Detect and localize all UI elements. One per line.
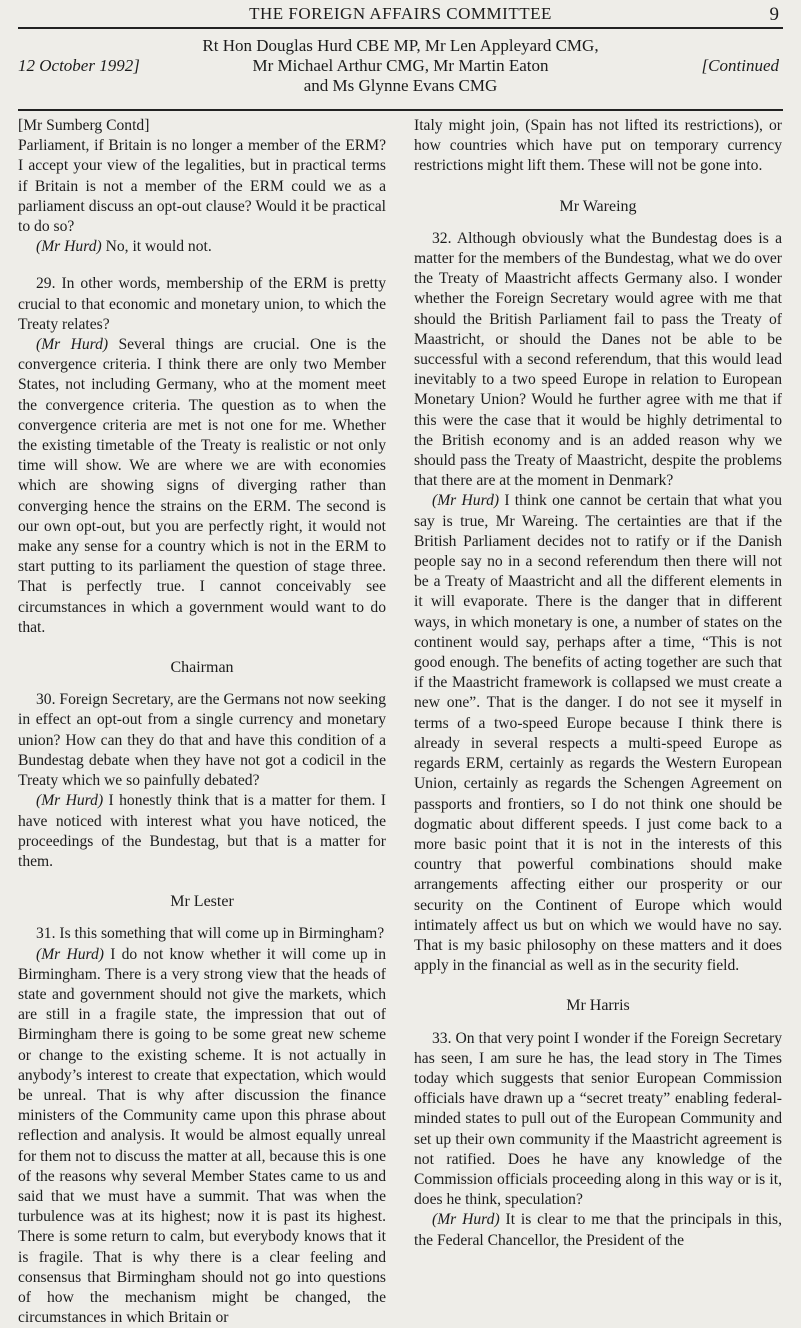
right-column xyxy=(414,116,782,1251)
question-paragraph: Parliament, if Britain is no longer a member of the ERM? I accept your view of the legalities, but in practical terms if Britain is not a member of the ERM could we as a parliament discuss an opt-out clause? Would it be practical to do so? xyxy=(18,137,386,236)
speaker-continued: [Mr Sumberg Contd] xyxy=(18,117,150,134)
speaker-heading-harris: Mr Harris xyxy=(566,997,630,1015)
answer-speaker: (Mr Hurd) xyxy=(36,336,109,354)
answer-text: I honestly think that is a matter for them. I have noticed with interest what you have noticed, the proceedings of the Bundestag, but that is a matter for them. xyxy=(18,792,386,870)
answer-31 xyxy=(18,945,386,1328)
witness-line-2: Mr Michael Arthur CMG, Mr Martin Eaton xyxy=(252,56,549,75)
speaker-heading-wareing: Mr Wareing xyxy=(559,197,637,215)
answer-text: No, it would not. xyxy=(105,238,212,256)
answer-text: I think one cannot be certain that what you say is true, Mr Wareing. The certainties are that if the British Parliament decides not to ratify or if the Danish people say no in a second referendum then there will not be a Treaty of Maastricht and all the different elements in it will evaporate. There is the danger that in different ways, in which monetary is one, a number of states on the continent would say, perhaps after a time, “This is not good enough. The benefits of acting together are such that if the Maastricht framework is collapsed we must create a new one”. That is the danger. I do not see it myself in terms of a two-speed Europe because I think there is already in several respects a multi-speed Europe as regards ERM, certainly as regards the Western European Union, certainly as regards the Schengen Agreement on passports and frontiers, so I do not think one should be dogmatic about different speeds. I just come back to a more basic point that it is not in the interests of this country that powerful combinations should make arrangements affecting either our prosperity or our security on the Continent of Europe which would intimately affect us but on which we would have no say. That is my basic philosophy on these matters and it does apply in the financial as well as in the security field. xyxy=(414,492,782,975)
header-rule-bottom xyxy=(18,109,783,111)
witness-line-1: Rt Hon Douglas Hurd CBE MP, Mr Len Appleyard CMG, xyxy=(202,36,599,55)
answer-paragraph xyxy=(18,237,386,257)
continued-paragraph: Italy might join, (Spain has not lifted its restrictions), or how countries which have put on temporary currency restrictions might lift them. These will not be gone into. xyxy=(414,117,782,175)
answer-text: I do not know whether it will come up in Birmingham. There is a very strong view that the heads of state and government should not give the markets, which are still in a fragile state, the impression that out of Birmingham there is going to be some great new scheme or change to the existing scheme. It is not actually in anybody’s interest to create that expectation, which would be unreal. That is why after discussion the finance ministers of the Community came upon this phrase about reflection and analysis. It would be almost equally unreal for them not to discuss the matter at all, because this is one of the reasons why several Member States came to us and said that we must have a summit. That was when the turbulence was at its highest; now it is past its highest. There is some return to calm, but everybody knows that it is fragile. That is why there is a clear feeling and consensus that Birmingham should not go into questions of how the mechanism might be changed, the circumstances in which Britain or xyxy=(18,945,387,1327)
speaker-heading-lester: Mr Lester xyxy=(170,893,234,911)
answer-33 xyxy=(414,1210,782,1250)
question-31: 31. Is this something that will come up in Birmingham? xyxy=(36,925,385,943)
answer-text: It is clear to me that the principals in this, the Federal Chancellor, the President of the xyxy=(414,1211,783,1249)
answer-30 xyxy=(18,791,386,872)
speaker-heading-chairman: Chairman xyxy=(170,659,234,677)
answer-speaker: (Mr Hurd) xyxy=(36,238,102,256)
question-33: 33. On that very point I wonder if the Foreign Secretary has seen, I am sure he has, the lead story in The Times today which suggests that senior European Commission officials have drawn up a “secret treaty” enabling federal-minded states to pull out of the European Community and set up their own community if the Maastricht agreement is not ratified. Does he have any knowledge of the Commission officials proceeding along in this way or is it, does he think, speculation? xyxy=(414,1029,782,1209)
page-number: 9 xyxy=(769,4,779,25)
header-rule-top xyxy=(18,27,783,29)
answer-speaker: (Mr Hurd) xyxy=(432,492,500,510)
answer-text: Several things are crucial. One is the convergence criteria. I think there are only two Member States, not including Germany, who at the moment meet the convergence criteria. The question as to when the convergence criteria are met is not one for me. Whether the existing timetable of the Treaty is realistic or not only time will show. We are where we are with economies which are showing signs of diverging rather than converging hence the strains on the ERM. The second is our own opt-out, but you are perfectly right, it would not make any sense for a country which is not in the ERM to start putting to its parliament the question of stage three. That is perfectly true. I cannot conceivably see circumstances in which a government would want to do that. xyxy=(18,336,387,636)
question-32: 32. Although obviously what the Bundestag does is a matter for the members of the Bundestag, what we do over the Treaty of Maastricht affects Germany also. I wonder whether the Foreign Secretary would agree with me that should the British Parliament fail to pass the Treaty of Maastricht, or should the Danes not be able to be successful with a second referendum, that this would lead inevitably to a two speed Europe in relation to European Monetary Union? Would he further agree with me that if this were the case that it would be highly detrimental to the British economy and is an added reason why we should pass the Treaty of Maastricht, despite the problems that there are at the moment in Denmark? xyxy=(414,229,782,490)
question-30: 30. Foreign Secretary, are the Germans not now seeking in effect an opt-out from a single currency and monetary union? How can they do that and have this condition of a Bundestag debate when they have not got a codicil in the Treaty which we so painfully debated? xyxy=(18,691,386,790)
left-column xyxy=(18,116,386,1328)
answer-speaker: (Mr Hurd) xyxy=(36,945,104,963)
continued-label: [Continued xyxy=(701,56,779,75)
answer-29 xyxy=(18,335,386,638)
session-date: 12 October 1992] xyxy=(18,56,140,75)
answer-speaker: (Mr Hurd) xyxy=(432,1211,500,1229)
witness-line-3: and Ms Glynne Evans CMG xyxy=(303,76,498,95)
running-header-title: THE FOREIGN AFFAIRS COMMITTEE xyxy=(249,4,552,23)
question-29: 29. In other words, membership of the ERM is pretty crucial to that economic and monetary union, to which the Treaty relates? xyxy=(18,275,386,333)
answer-32 xyxy=(414,491,782,976)
answer-speaker: (Mr Hurd) xyxy=(36,792,104,810)
